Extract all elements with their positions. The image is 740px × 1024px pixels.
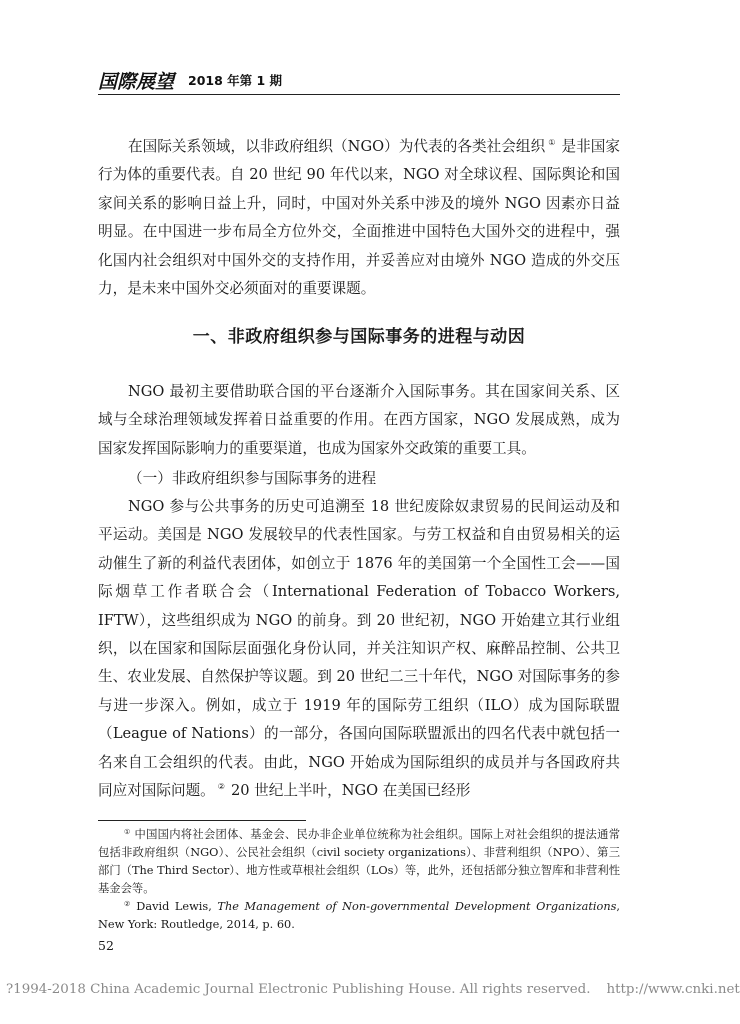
section-intro-text: NGO 最初主要借助联合国的平台逐渐介入国际事务。其在国家间关系、区域与全球治理领域发挥着日益重要的作用。在西方国家，NGO 发展成熟，成为国家发挥国际影响力的重要渠道，也成为国家外交政策的重要工具。 xyxy=(98,383,620,457)
page-number: 52 xyxy=(98,938,114,953)
footnote-1-mark: ① xyxy=(124,828,131,836)
header-rule xyxy=(98,94,620,95)
running-header xyxy=(98,68,282,92)
subsection-heading: （一）非政府组织参与国际事务的进程 xyxy=(128,470,377,487)
footnote-2-rest: , New York: Routledge, 2014, p. 60. xyxy=(98,900,621,931)
copyright-footer xyxy=(6,982,740,997)
footnote-2-title: The Management of Non-governmental Development Organizations xyxy=(217,900,617,913)
issue-label: 2018 年第 1 期 xyxy=(188,73,283,88)
footnote-2-author: David Lewis, xyxy=(136,900,212,913)
section-heading: 一、非政府组织参与国际事务的进程与动因 xyxy=(192,327,526,347)
journal-logo: 国際展望 xyxy=(98,70,175,93)
footnotes xyxy=(98,826,620,934)
cnki-link[interactable]: http://www.cnki.net xyxy=(606,982,740,997)
footnote-ref-2[interactable]: ② xyxy=(217,782,225,792)
copyright-notice: ?1994-2018 China Academic Journal Electronic Publishing House. All rights reserved. xyxy=(6,982,591,997)
footnote-1-text: 中国国内将社会团体、基金会、民办非企业单位统称为社会组织。国际上对社会组织的提法通常包括非政府组织（NGO）、公民社会组织（civil society organizations）、非营利组织（NPO）、第三部门（The Third Sector）、地方性或草根社会组织（LOs）等，此外，还包括部分独立智库和非营利性基金会等。 xyxy=(98,828,620,895)
history-text-b: 20 世纪上半叶，NGO 在美国已经形 xyxy=(230,782,471,800)
intro-text-b: 是非国家行为体的重要代表。自 20 世纪 90 年代以来，NGO 对全球议程、国际舆论和国家间关系的影响日益上升，同时，中国对外关系中涉及的境外 NGO 因素亦日益明显。在中国进一步布局全方位外交，全面推进中国特色大国外交的进程中，强化国内社会组织对中国外交的支持作用，并妥善应对由境外 NGO 造成的外交压力，是未来中国外交必须面对的重要课题。 xyxy=(98,138,620,298)
footnote-rule xyxy=(98,820,306,821)
history-text-a: NGO 参与公共事务的历史可追溯至 18 世纪废除奴隶贸易的民间运动及和平运动。美国是 NGO 发展较早的代表性国家。与劳工权益和自由贸易相关的运动催生了新的利益代表团体，如创立于 1876 年的美国第一个全国性工会——国际烟草工作者联合会（International Federation of Tobacco Workers, IFTW），这些组织成为 NGO 的前身。到 20 世纪初，NGO 开始建立其行业组织，以在国家和国际层面强化身份认同，并关注知识产权、麻醉品控制、公共卫生、农业发展、自然保护等议题。到 20 世纪二三十年代，NGO 对国际事务的参与进一步深入。例如，成立于 1919 年的国际劳工组织（ILO）成为国际联盟（League of Nations）的一部分，各国向国际联盟派出的四名代表中就包括一名来自工会组织的代表。由此，NGO 开始成为国际组织的成员并与各国政府共同应对国际问题。 xyxy=(98,498,620,800)
intro-paragraph xyxy=(98,133,620,303)
section-intro-paragraph xyxy=(98,378,620,463)
footnote-1 xyxy=(98,826,620,898)
footnote-2 xyxy=(98,898,620,934)
footnote-ref-1[interactable]: ① xyxy=(548,138,556,147)
intro-text-a: 在国际关系领域，以非政府组织（NGO）为代表的各类社会组织 xyxy=(128,138,546,155)
footnote-2-mark: ② xyxy=(124,900,133,908)
history-paragraph xyxy=(98,493,620,805)
